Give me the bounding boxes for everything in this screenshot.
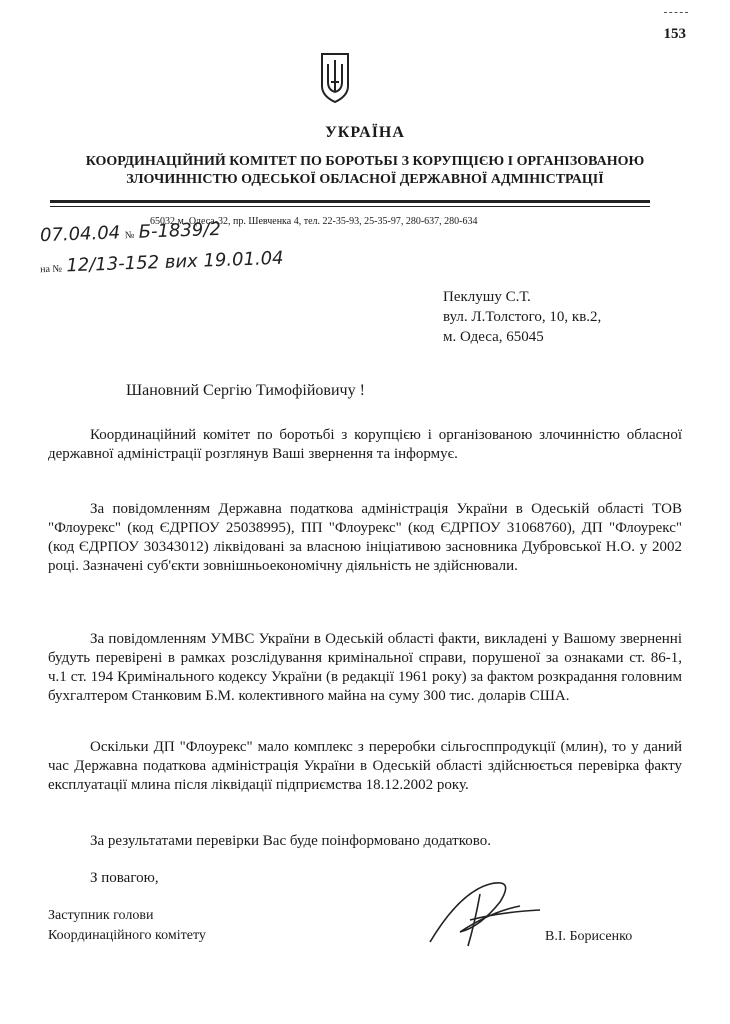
body-paragraph: За результатами перевірки Вас буде поінформовано додатково.: [90, 833, 491, 849]
trident-emblem-icon: [320, 52, 350, 104]
outgoing-reference: [40, 219, 221, 246]
signatory-title: [48, 906, 206, 946]
number-prefix: №: [124, 229, 135, 242]
signatory-title-line: Координаційного комітету: [48, 928, 206, 943]
incoming-number: 12/13-152 вих 19.01.04: [66, 247, 284, 277]
closing-phrase: З повагою,: [90, 870, 159, 886]
salutation: Шановний Сергію Тимофійовичу !: [126, 382, 365, 399]
recipient-city: м. Одеса, 65045: [443, 329, 544, 345]
organization-address: 65032 м. Одеса-32, пр. Шевченка 4, тел. 22-35-93, 25-35-97, 280-637, 280-634: [150, 216, 478, 227]
page-number: 153: [663, 26, 686, 42]
page-number-mark: [664, 12, 688, 13]
organization-heading: КООРДИНАЦІЙНИЙ КОМІТЕТ ПО БОРОТЬБІ З КОРУПЦІЄЮ І ОРГАНІЗОВАНОЮ ЗЛОЧИННІСТЮ ОДЕСЬКОЇ ОБЛАСНОЇ ДЕРЖАВНОЇ АДМІНІСТРАЦІЇ: [85, 154, 645, 187]
signatory-name: В.І. Борисенко: [545, 929, 633, 944]
incoming-prefix: на №: [39, 263, 63, 276]
recipient-block: [443, 287, 601, 347]
header-rule-thick: [50, 200, 650, 203]
handwritten-signature: [420, 872, 550, 952]
country-heading: УКРАЇНА: [325, 124, 405, 141]
recipient-street: вул. Л.Толстого, 10, кв.2,: [443, 309, 602, 325]
body-paragraph: За повідомленням УМВС України в Одеській області факти, викладені у Вашому зверненні будуть перевірені в рамках розслідування кримінальної справи, порушеної за ознаками ст. 86-1, ч.1 ст. 194 Кримінального кодексу України (в редакції 1961 року) за фактом розкрадання головним бухгалтером Станковим Б.М. колективного майна на суму 300 тис. доларів США.: [48, 631, 682, 704]
signatory-title-line: Заступник голови: [48, 908, 154, 923]
incoming-reference: [40, 248, 284, 277]
outgoing-date: 07.04.04: [39, 222, 121, 247]
body-paragraph: Оскільки ДП "Флоурекс" мало комплекс з переробки сільгосппродукції (млин), то у даний час Державна податкова адміністрація України в Одеській області здійснюється перевірка факту експлуатації млина після ліквідації підприємства 18.12.2002 року.: [48, 739, 682, 793]
body-paragraph: Координаційний комітет по боротьбі з корупцією і організованою злочинністю обласної державної адміністрації розглянув Ваші звернення та інформує.: [48, 427, 682, 462]
header-rule-thin: [50, 206, 650, 207]
body-paragraph: За повідомленням Державна податкова адміністрація України в Одеській області ТОВ "Флоурекс" (код ЄДРПОУ 25038995), ПП "Флоурекс" (код ЄДРПОУ 31068760), ДП "Флоурекс" (код ЄДРПОУ 30343012) ліквідовані за власною ініціативою засновника Дубровської Н.О. у 2002 році. Зазначені суб'єкти зовнішньоекономічну діяльність не здійснювали.: [48, 501, 682, 574]
outgoing-number: Б-1839/2: [138, 218, 222, 243]
recipient-name: Пеклушу С.Т.: [443, 289, 531, 305]
